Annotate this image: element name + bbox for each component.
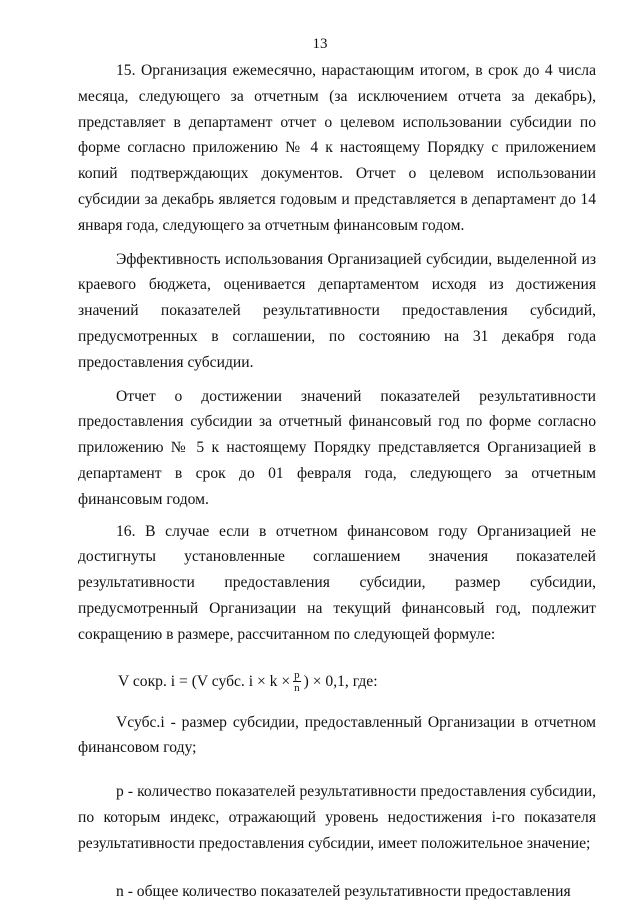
reduction-formula [78,662,596,702]
document-body [78,58,596,904]
formula-fraction [293,669,301,694]
definition-n: n - общее количество показателей результативности предоставления [116,882,571,900]
formula-denominator: n [294,682,300,695]
paragraph-15: 15. Организация ежемесячно, нарастающим итогом, в срок до 4 числа месяца, следующего за отчетным (за исключением отчета за декабрь), представляет в департамент отчет о целевом использовании субсидии по форме согласно приложению № 4 к настоящему Порядку с приложением копий подтверждающих документов. Отчет о целевом использовании субсидии за декабрь является годовым и представляется в департамент до 14 января года, следующего за отчетным финансовым годом. [78,62,596,234]
paragraph-16: 16. В случае если в отчетном финансовом году Организацией не достигнуты установленные соглашением значения показателей результативности предоставления субсидии, размер субсидии, предусмотренный Организации на текущий финансовый год, подлежит сокращению в размере, рассчитанном по следующей формуле: [78,522,596,643]
formula-left: V сокр. i = (V субс. i × k × [118,672,291,690]
paragraph-report: Отчет о достижении значений показателей результативности предоставления субсидии за отчетный финансовый год по форме согласно приложению № 5 к настоящему Порядку представляется Организацией в департамент в срок до 01 февраля года, следующего за отчетным финансовым годом. [78,387,596,508]
definition-vsubs: Vсубс.i - размер субсидии, предоставленный Организации в отчетном финансовом году; [78,713,596,757]
formula-numerator: p [294,669,300,682]
formula-right: ) × 0,1, где: [303,672,378,690]
page-number: 13 [312,36,328,52]
definition-p: p - количество показателей результативности предоставления субсидии, по которым индекс, отражающий уровень недостижения i-го показателя результативности предоставления субсидии, имеет положительное значение; [78,783,596,852]
paragraph-efficiency: Эффективность использования Организацией субсидии, выделенной из краевого бюджета, оценивается департаментом исходя из достижения значений показателей результативности предоставления субсидий, предусмотренных в соглашении, по состоянию на 31 декабря года предоставления субсидии. [78,250,596,371]
